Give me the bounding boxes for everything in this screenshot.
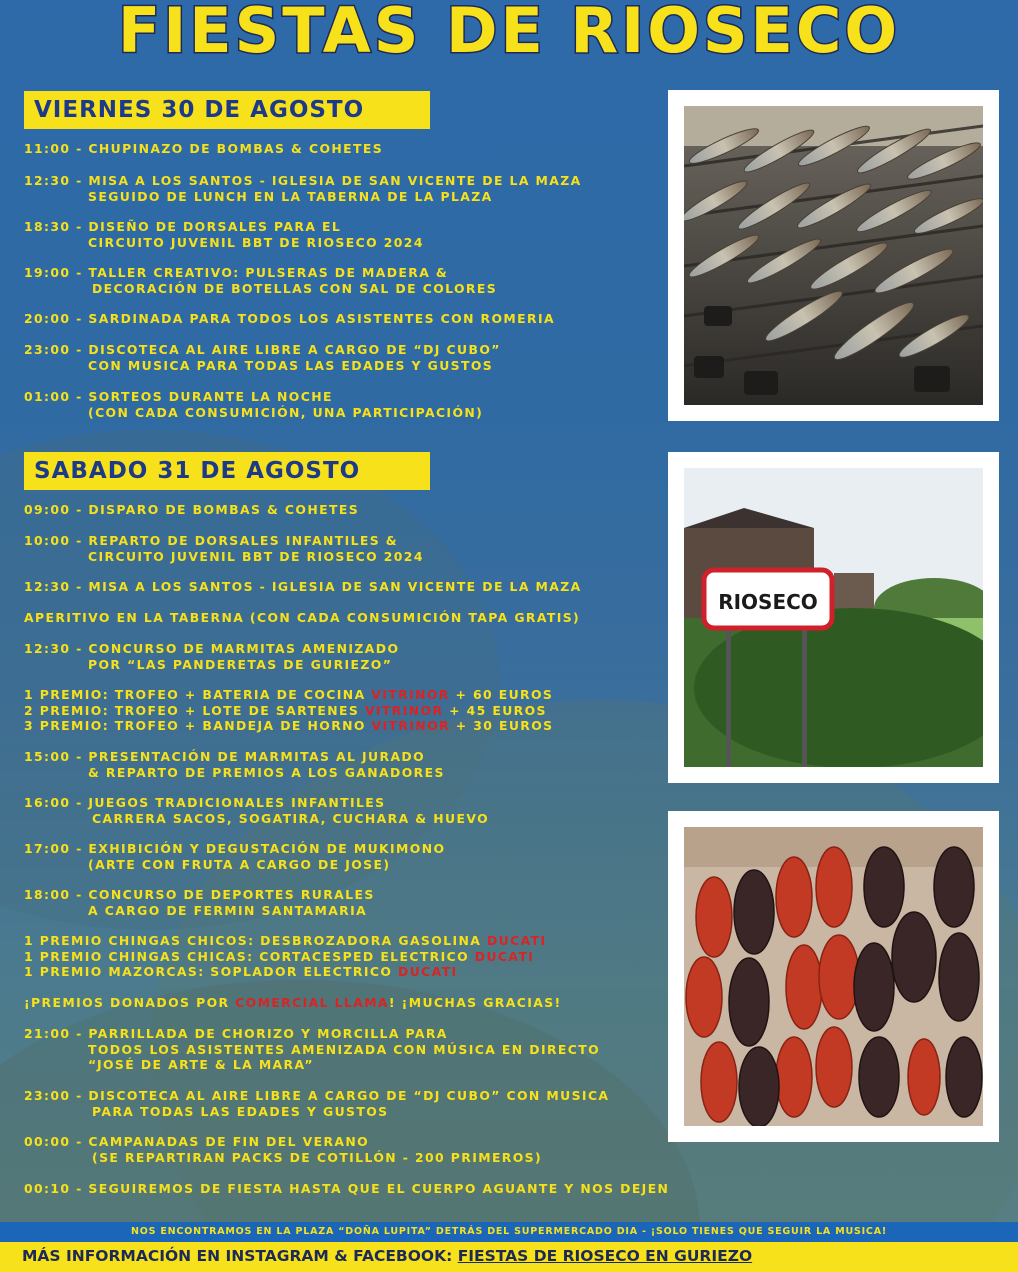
event-item (24, 502, 359, 518)
event-item (24, 610, 580, 626)
event-line: 23:00 - DISCOTECA AL AIRE LIBRE A CARGO DE “DJ CUBO” CON MUSICA (24, 1088, 610, 1103)
event-line: APERITIVO EN LA TABERNA (CON CADA CONSUMICIÓN TAPA GRATIS) (24, 610, 581, 625)
event-line: (SE REPARTIRAN PACKS DE COTILLÓN - 200 PRIMEROS) (92, 1149, 543, 1165)
sponsor-brand: COMERCIAL LLAMA (235, 995, 389, 1010)
sponsor-brand: DUCATI (398, 964, 458, 979)
event-item (24, 1026, 600, 1073)
event-line: 18:30 - DISEÑO DE DORSALES PARA EL (24, 219, 342, 234)
event-line: 10:00 - REPARTO DE DORSALES INFANTILES & (24, 533, 399, 548)
chorizo-photo (668, 811, 999, 1142)
event-line: 19:00 - TALLER CREATIVO: PULSERAS DE MADERA & (24, 265, 449, 280)
event-line: POR “LAS PANDERETAS DE GURIEZO” (88, 656, 393, 672)
event-item (24, 265, 497, 296)
chorizo-illustration (684, 827, 983, 1126)
day1-heading: VIERNES 30 DE AGOSTO (24, 91, 430, 129)
event-item (24, 141, 383, 157)
poster-title: FIESTAS DE RIOSECO (117, 0, 901, 67)
prize-text: 1 PREMIO MAZORCAS: SOPLADOR ELECTRICO (24, 964, 399, 979)
prize-line (24, 933, 547, 949)
sponsor-brand: DUCATI (486, 933, 547, 948)
sponsor-brand: DUCATI (474, 949, 535, 964)
location-footer: NOS ENCONTRAMOS EN LA PLAZA “DOÑA LUPITA” DETRÁS DEL SUPERMERCADO DIA - ¡SOLO TIENES QUE SEGUIR LA MUSICA! (0, 1222, 1018, 1242)
prize-text: 3 PREMIO: TROFEO + BANDEJA DE HORNO (24, 718, 372, 733)
prize-text: 1 PREMIO: TROFEO + BATERIA DE COCINA (24, 687, 372, 702)
prize-line (24, 687, 553, 703)
event-line: SEGUIDO DE LUNCH EN LA TABERNA DE LA PLAZA (88, 188, 493, 204)
event-item (24, 579, 582, 595)
event-line: 12:30 - MISA A LOS SANTOS - IGLESIA DE SAN VICENTE DE LA MAZA (24, 173, 582, 188)
sponsor-brand: VITRINOR (371, 687, 450, 702)
prize-line (24, 964, 458, 980)
village-sign-illustration (684, 468, 983, 767)
event-item (24, 342, 501, 373)
prize-text: 2 PREMIO: TROFEO + LOTE DE SARTENES (24, 703, 365, 718)
event-line: TODOS LOS ASISTENTES AMENIZADA CON MÚSICA EN DIRECTO (88, 1041, 601, 1057)
village-sign-image (684, 468, 983, 767)
village-sign-photo (668, 452, 999, 783)
event-line: CIRCUITO JUVENIL BBT DE RIOSECO 2024 (88, 548, 424, 564)
event-item (24, 841, 445, 872)
donors-line (24, 995, 562, 1011)
event-line: 12:30 - MISA A LOS SANTOS - IGLESIA DE SAN VICENTE DE LA MAZA (24, 579, 582, 594)
prize-line (24, 703, 547, 719)
event-line: & REPARTO DE PREMIOS A LOS GANADORES (88, 764, 445, 780)
event-item (24, 533, 424, 564)
prize-text: 1 PREMIO CHINGAS CHICOS: DESBROZADORA GASOLINA (24, 933, 487, 948)
sardines-illustration (684, 106, 983, 405)
event-item (24, 795, 489, 826)
prize-amount: + 45 EUROS (443, 703, 547, 718)
event-item (24, 887, 375, 918)
event-line: 23:00 - DISCOTECA AL AIRE LIBRE A CARGO DE “DJ CUBO” (24, 342, 501, 357)
prize-text: 1 PREMIO CHINGAS CHICAS: CORTACESPED ELECTRICO (24, 949, 475, 964)
event-line: 01:00 - SORTEOS DURANTE LA NOCHE (24, 389, 333, 404)
prize-amount: + 30 EUROS (450, 718, 554, 733)
event-item (24, 641, 399, 672)
event-item (24, 311, 555, 327)
event-line: 17:00 - EXHIBICIÓN Y DEGUSTACIÓN DE MUKIMONO (24, 841, 446, 856)
event-line: (CON CADA CONSUMICIÓN, UNA PARTICIPACIÓN) (88, 404, 484, 420)
event-item (24, 1088, 609, 1119)
event-line: 00:10 - SEGUIREMOS DE FIESTA HASTA QUE EL CUERPO AGUANTE Y NOS DEJEN (24, 1181, 670, 1196)
prize-amount: + 60 EUROS (449, 687, 554, 702)
donors-thanks: ! ¡MUCHAS GRACIAS! (388, 995, 562, 1010)
event-line: DECORACIÓN DE BOTELLAS CON SAL DE COLORES (92, 280, 498, 296)
sponsor-brand: VITRINOR (371, 718, 451, 733)
donors-text: ¡PREMIOS DONADOS POR (24, 995, 236, 1010)
event-line: 12:30 - CONCURSO DE MARMITAS AMENIZADO (24, 641, 400, 656)
info-text: MÁS INFORMACIÓN EN INSTAGRAM & FACEBOOK: (22, 1247, 458, 1265)
event-item (24, 749, 445, 780)
event-item (24, 1181, 669, 1197)
event-line: 18:00 - CONCURSO DE DEPORTES RURALES (24, 887, 375, 902)
event-line: CON MUSICA PARA TODAS LAS EDADES Y GUSTOS (88, 357, 494, 373)
event-line: 00:00 - CAMPANADAS DE FIN DEL VERANO (24, 1134, 370, 1149)
event-line: CIRCUITO JUVENIL BBT DE RIOSECO 2024 (88, 234, 424, 250)
event-item (24, 219, 424, 250)
event-line: 11:00 - CHUPINAZO DE BOMBAS & COHETES (24, 141, 384, 156)
event-item (24, 1134, 542, 1165)
day2-heading: SABADO 31 DE AGOSTO (24, 452, 430, 490)
event-line: 20:00 - SARDINADA PARA TODOS LOS ASISTENTES CON ROMERIA (24, 311, 555, 326)
prize-line (24, 949, 534, 965)
event-item (24, 389, 483, 420)
social-link[interactable]: FIESTAS DE RIOSECO EN GURIEZO (457, 1247, 753, 1265)
sardines-image (684, 106, 983, 405)
info-footer (0, 1242, 1018, 1272)
event-line: (ARTE CON FRUTA A CARGO DE JOSE) (88, 856, 391, 872)
event-line: CARRERA SACOS, SOGATIRA, CUCHARA & HUEVO (92, 810, 490, 826)
event-line: “JOSÉ DE ARTE & LA MARA” (88, 1057, 314, 1072)
prize-line (24, 718, 554, 734)
event-line: 16:00 - JUEGOS TRADICIONALES INFANTILES (24, 795, 386, 810)
event-line: 21:00 - PARRILLADA DE CHORIZO Y MORCILLA PARA (24, 1026, 448, 1041)
event-line: PARA TODAS LAS EDADES Y GUSTOS (92, 1103, 389, 1119)
sardines-photo (668, 90, 999, 421)
event-line: A CARGO DE FERMIN SANTAMARIA (88, 902, 368, 918)
event-item (24, 173, 582, 204)
sponsor-brand: VITRINOR (364, 703, 444, 718)
event-line: 15:00 - PRESENTACIÓN DE MARMITAS AL JURADO (24, 749, 426, 764)
chorizo-image (684, 827, 983, 1126)
event-line: 09:00 - DISPARO DE BOMBAS & COHETES (24, 502, 360, 517)
village-sign-text: RIOSECO (718, 590, 818, 614)
